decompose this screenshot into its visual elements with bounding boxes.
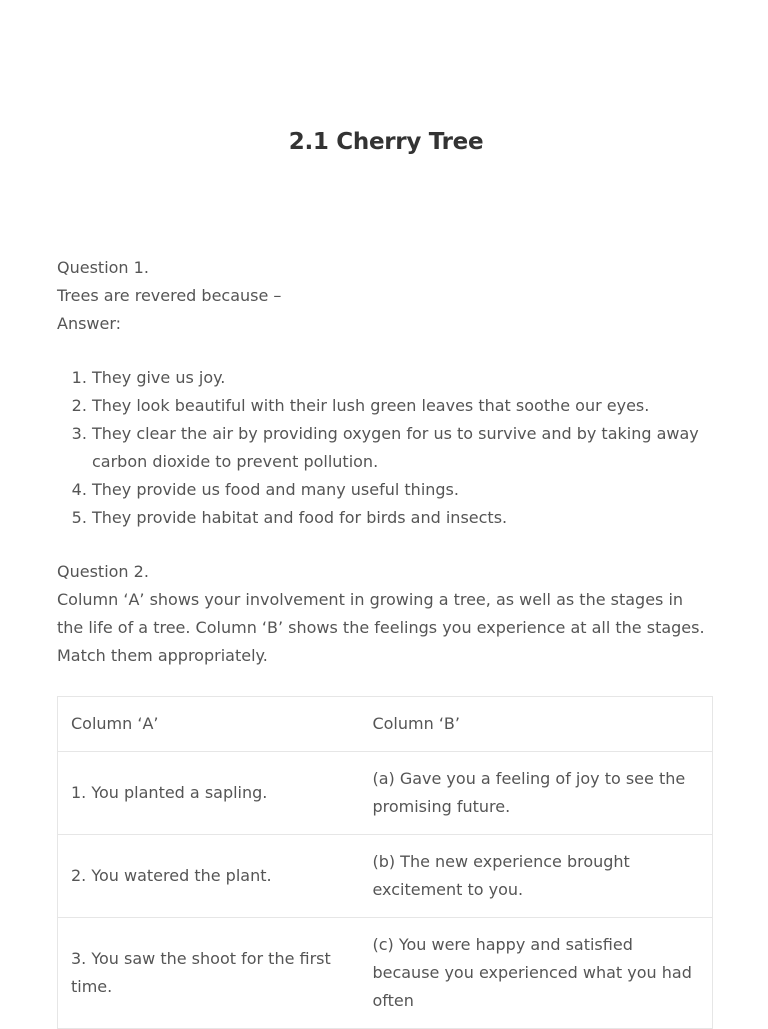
table-row: [58, 918, 713, 1029]
article-body: [57, 254, 713, 1029]
table-row: [58, 752, 713, 835]
table-header-row: [58, 697, 713, 752]
table-cell: 2. You watered the plant.: [58, 835, 360, 918]
question-2-label: Question 2.: [57, 562, 149, 581]
table-cell: (a) Gave you a feeling of joy to see the promising future.: [359, 752, 712, 835]
table-cell: (c) You were happy and satisfied because you experienced what you had often: [359, 918, 712, 1029]
answer-list: [57, 364, 713, 532]
question-2-prompt: Column ‘A’ shows your involvement in growing a tree, as well as the stages in the life of a tree. Column ‘B’ shows the feelings you experience at all the stages. Match them appropriately.: [57, 590, 705, 665]
match-table: [57, 696, 713, 1029]
answer-label: Answer:: [57, 314, 122, 333]
table-cell: 1. You planted a sapling.: [58, 752, 360, 835]
question-1-label: Question 1.: [57, 258, 149, 277]
table-cell: (b) The new experience brought excitement to you.: [359, 835, 712, 918]
list-item: 3. They clear the air by providing oxygen for us to survive and by taking away carbon dioxide to prevent pollution.: [92, 420, 713, 476]
page-title: 2.1 Cherry Tree: [288, 129, 484, 155]
list-item: 4. They provide us food and many useful things.: [92, 476, 713, 504]
table-header-cell: Column ‘B’: [359, 697, 712, 752]
list-item: 2. They look beautiful with their lush green leaves that soothe our eyes.: [92, 392, 713, 420]
table-header-cell: Column ‘A’: [58, 697, 360, 752]
table-cell: 3. You saw the shoot for the first time.: [58, 918, 360, 1029]
list-item: 1. They give us joy.: [92, 364, 713, 392]
question-1-prompt: Trees are revered because –: [57, 286, 282, 305]
table-row: [58, 835, 713, 918]
list-item: 5. They provide habitat and food for birds and insects.: [92, 504, 713, 532]
